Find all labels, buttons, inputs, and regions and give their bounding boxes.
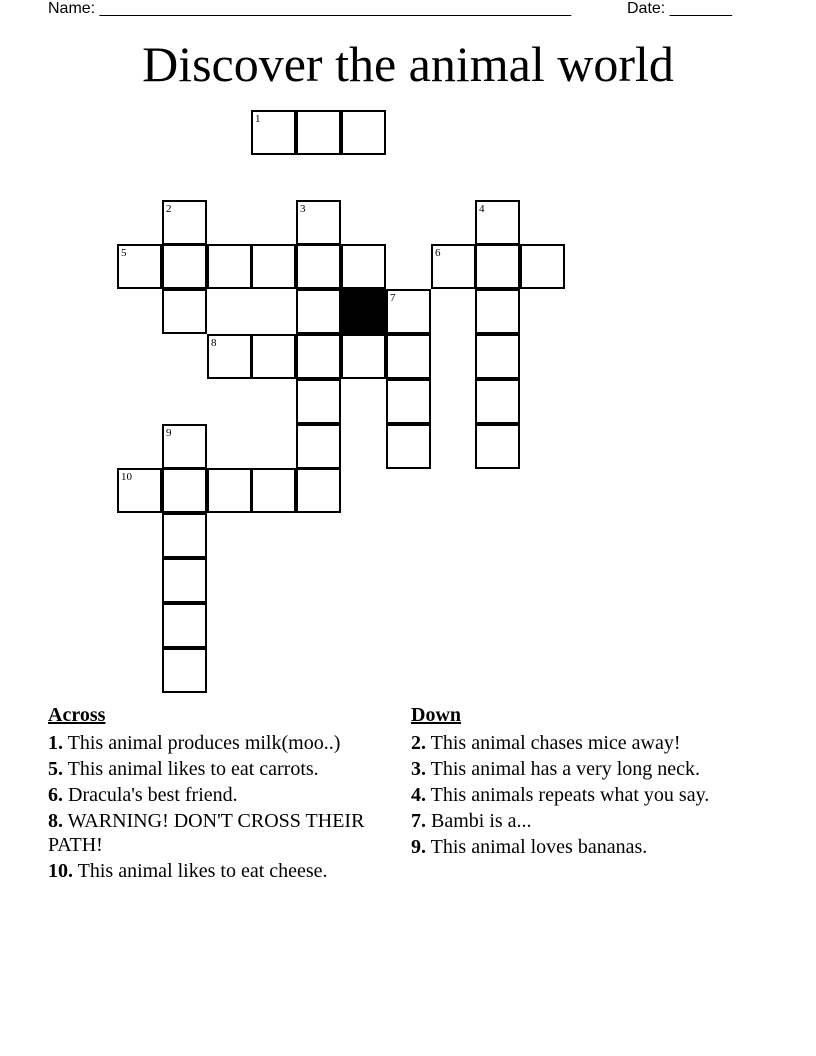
name-line: Name: _____________________________________________________ [48, 0, 572, 17]
crossword-cell[interactable] [386, 379, 431, 424]
crossword-cell[interactable] [341, 110, 386, 155]
crossword-cell[interactable] [296, 379, 341, 424]
down-clue [411, 757, 751, 781]
clue-text: This animal chases mice away! [426, 732, 681, 754]
clue-text: WARNING! DON'T CROSS THEIR PATH! [48, 810, 365, 856]
clue-number-label: 10 [121, 471, 132, 483]
clue-number: 1. [48, 732, 63, 754]
clue-text: Bambi is a... [426, 810, 532, 832]
crossword-cell[interactable] [475, 289, 520, 334]
crossword-cell[interactable] [251, 334, 296, 379]
clue-number: 9. [411, 836, 426, 858]
clue-text: This animals repeats what you say. [426, 784, 710, 806]
date-line: Date: _______ [627, 0, 732, 17]
crossword-cell[interactable] [162, 244, 207, 289]
crossword-cell[interactable] [341, 244, 386, 289]
crossword-cell[interactable] [162, 558, 207, 603]
across-clues [48, 703, 398, 885]
clue-number-label: 8 [211, 337, 217, 349]
across-clue [48, 809, 398, 857]
clue-number-label: 6 [435, 247, 441, 259]
crossword-cell[interactable] [386, 289, 431, 334]
clue-number-label: 5 [121, 247, 127, 259]
crossword-cell[interactable] [251, 244, 296, 289]
page-title: Discover the animal world [142, 36, 674, 92]
across-heading: Across [48, 704, 106, 726]
crossword-cell[interactable] [341, 334, 386, 379]
crossword-cell[interactable] [296, 468, 341, 513]
crossword-cell[interactable] [207, 334, 252, 379]
crossword-block [341, 289, 386, 334]
clue-number: 10. [48, 860, 73, 882]
across-clue [48, 859, 398, 883]
across-clue [48, 757, 398, 781]
crossword-cell[interactable] [296, 289, 341, 334]
crossword-cell[interactable] [296, 200, 341, 245]
clue-number-label: 1 [255, 113, 261, 125]
down-clues [411, 703, 751, 861]
clue-number: 4. [411, 784, 426, 806]
crossword-cell[interactable] [207, 468, 252, 513]
crossword-cell[interactable] [117, 244, 162, 289]
down-clue [411, 731, 751, 755]
crossword-cell[interactable] [162, 424, 207, 469]
across-clue [48, 783, 398, 807]
crossword-cell[interactable] [475, 379, 520, 424]
clue-number-label: 9 [166, 427, 172, 439]
clue-number-label: 4 [479, 203, 485, 215]
down-clue [411, 835, 751, 859]
crossword-cell[interactable] [296, 110, 341, 155]
crossword-cell[interactable] [162, 289, 207, 334]
down-heading: Down [411, 704, 462, 726]
crossword-cell[interactable] [162, 603, 207, 648]
crossword-cell[interactable] [162, 648, 207, 693]
clue-text: This animal loves bananas. [426, 836, 648, 858]
crossword-cell[interactable] [296, 244, 341, 289]
clue-number: 3. [411, 758, 426, 780]
crossword-cell[interactable] [296, 424, 341, 469]
crossword-cell[interactable] [251, 110, 296, 155]
crossword-cell[interactable] [386, 334, 431, 379]
clue-number: 5. [48, 758, 63, 780]
clue-number: 7. [411, 810, 426, 832]
crossword-cell[interactable] [162, 513, 207, 558]
crossword-cell[interactable] [117, 468, 162, 513]
crossword-cell[interactable] [475, 334, 520, 379]
crossword-cell[interactable] [296, 334, 341, 379]
crossword-cell[interactable] [475, 424, 520, 469]
crossword-cell[interactable] [251, 468, 296, 513]
clue-text: This animal has a very long neck. [426, 758, 701, 780]
down-clue [411, 783, 751, 807]
crossword-cell[interactable] [475, 244, 520, 289]
crossword-cell[interactable] [431, 244, 476, 289]
clue-text: This animal likes to eat cheese. [73, 860, 328, 882]
crossword-cell[interactable] [162, 468, 207, 513]
crossword-cell[interactable] [520, 244, 565, 289]
crossword-cell[interactable] [162, 200, 207, 245]
clue-number: 2. [411, 732, 426, 754]
crossword-cell[interactable] [207, 244, 252, 289]
clue-number-label: 3 [300, 203, 306, 215]
clue-number-label: 7 [390, 292, 396, 304]
crossword-cell[interactable] [475, 200, 520, 245]
crossword-cell[interactable] [386, 424, 431, 469]
clue-text: This animal produces milk(moo..) [63, 732, 341, 754]
clue-number: 8. [48, 810, 63, 832]
clue-text: Dracula's best friend. [63, 784, 238, 806]
clue-number: 6. [48, 784, 63, 806]
clue-text: This animal likes to eat carrots. [63, 758, 319, 780]
across-clue [48, 731, 398, 755]
clue-number-label: 2 [166, 203, 172, 215]
down-clue [411, 809, 751, 833]
